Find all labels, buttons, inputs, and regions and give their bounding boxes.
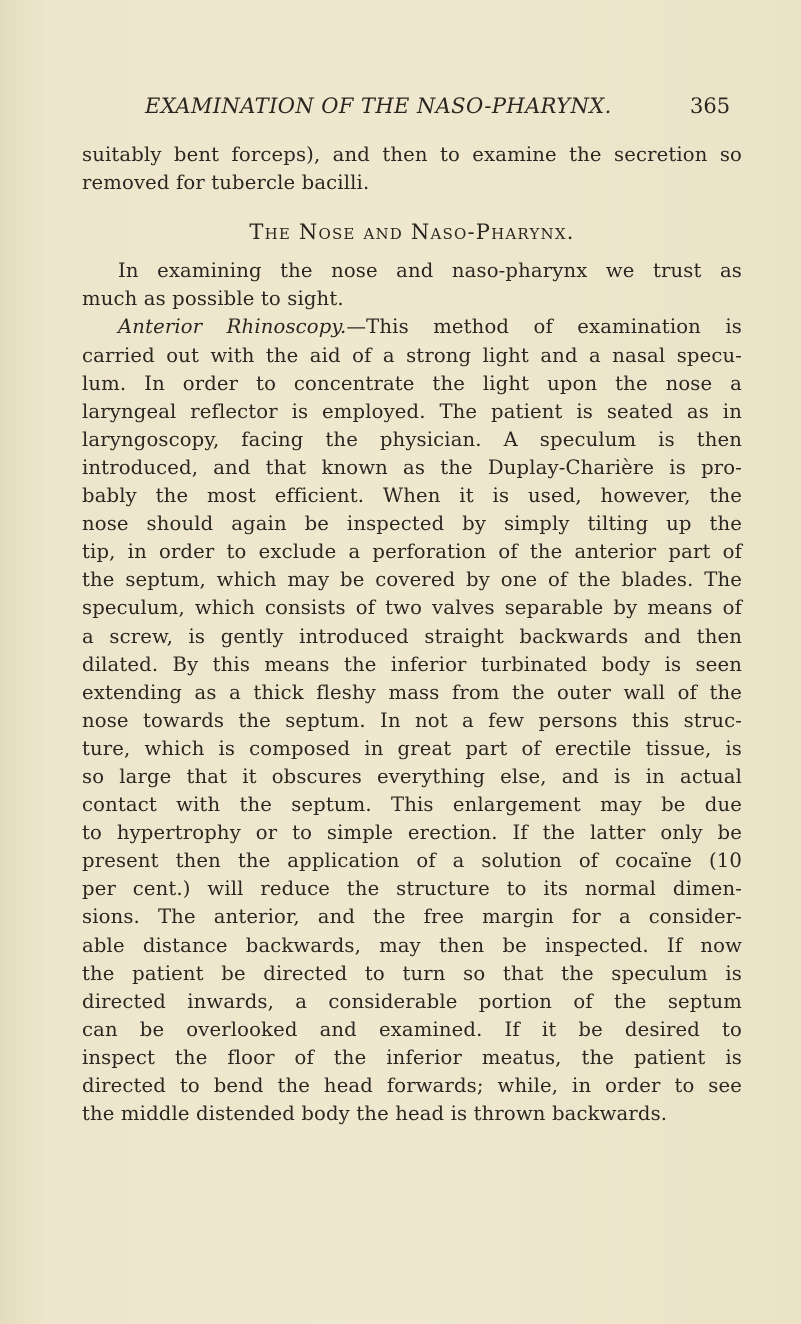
- text-line: the middle distended body the head is thrown backwards.: [82, 1102, 668, 1126]
- text-line: carried out with the aid of a strong light and a nasal specu-: [82, 343, 742, 367]
- text-line: lum. In order to concentrate the light upon the nose a: [82, 371, 742, 395]
- paragraph-intro: [82, 257, 742, 313]
- italic-subheading: Anterior Rhinoscopy.: [118, 315, 347, 339]
- text-line: so large that it obscures everything else, and is in actual: [82, 764, 742, 788]
- paragraph-continuation: [82, 141, 742, 197]
- text-line: removed for tubercle bacilli.: [82, 171, 370, 195]
- section-heading: The Nose and Naso-Pharynx.: [249, 220, 575, 245]
- page-header: [0, 94, 801, 124]
- text-line: to hypertrophy or to simple erection. If the latter only be: [82, 821, 742, 845]
- text-line: able distance backwards, may then be inspected. If now: [82, 933, 742, 957]
- text-line: suitably bent forceps), and then to examine the secretion so: [82, 143, 742, 166]
- text-line: introduced, and that known as the Duplay-Charière is pro-: [82, 455, 742, 479]
- text-line: much as possible to sight.: [82, 287, 344, 311]
- text-line: nose towards the septum. In not a few persons this struc-: [82, 708, 742, 732]
- text-line: ture, which is composed in great part of erectile tissue, is: [82, 736, 742, 760]
- text-line: directed inwards, a considerable portion of the septum: [82, 989, 742, 1013]
- text-line: a screw, is gently introduced straight backwards and then: [82, 624, 742, 648]
- text-line: per cent.) will reduce the structure to its normal dimen-: [82, 877, 742, 901]
- text-line: the septum, which may be covered by one of the blades. The: [82, 568, 742, 592]
- text-line: extending as a thick fleshy mass from the outer wall of the: [82, 680, 742, 704]
- text-line: [82, 313, 742, 341]
- paragraph-anterior-rhinoscopy: [82, 313, 742, 1128]
- text-line: speculum, which consists of two valves separable by means of: [82, 596, 742, 620]
- text-line: tip, in order to exclude a perforation of the anterior part of: [82, 540, 742, 564]
- running-title: EXAMINATION OF THE NASO-PHARYNX.: [145, 94, 612, 118]
- text-line: sions. The anterior, and the free margin for a consider-: [82, 905, 742, 929]
- text-line: bably the most efficient. When it is used, however, the: [82, 484, 742, 508]
- text-line: dilated. By this means the inferior turbinated body is seen: [82, 652, 742, 676]
- text-line: laryngeal reflector is employed. The patient is seated as in: [82, 399, 742, 423]
- text-line: In examining the nose and naso-pharynx we trust as: [118, 259, 742, 283]
- text-line: can be overlooked and examined. If it be desired to: [82, 1017, 742, 1041]
- text-line: inspect the floor of the inferior meatus, the patient is: [82, 1045, 742, 1069]
- text-line: laryngoscopy, facing the physician. A speculum is then: [82, 427, 742, 451]
- body-text: [82, 141, 742, 1128]
- text-line: present then the application of a solution of cocaïne (10: [82, 849, 742, 873]
- subheading-rest: —This method of examination is: [346, 315, 742, 339]
- text-line: directed to bend the head forwards; while, in order to see: [82, 1074, 742, 1097]
- text-line: nose should again be inspected by simply tilting up the: [82, 512, 742, 536]
- text-line: contact with the septum. This enlargement may be due: [82, 793, 742, 817]
- page-number: 365: [690, 94, 731, 118]
- text-line: the patient be directed to turn so that the speculum is: [82, 961, 742, 985]
